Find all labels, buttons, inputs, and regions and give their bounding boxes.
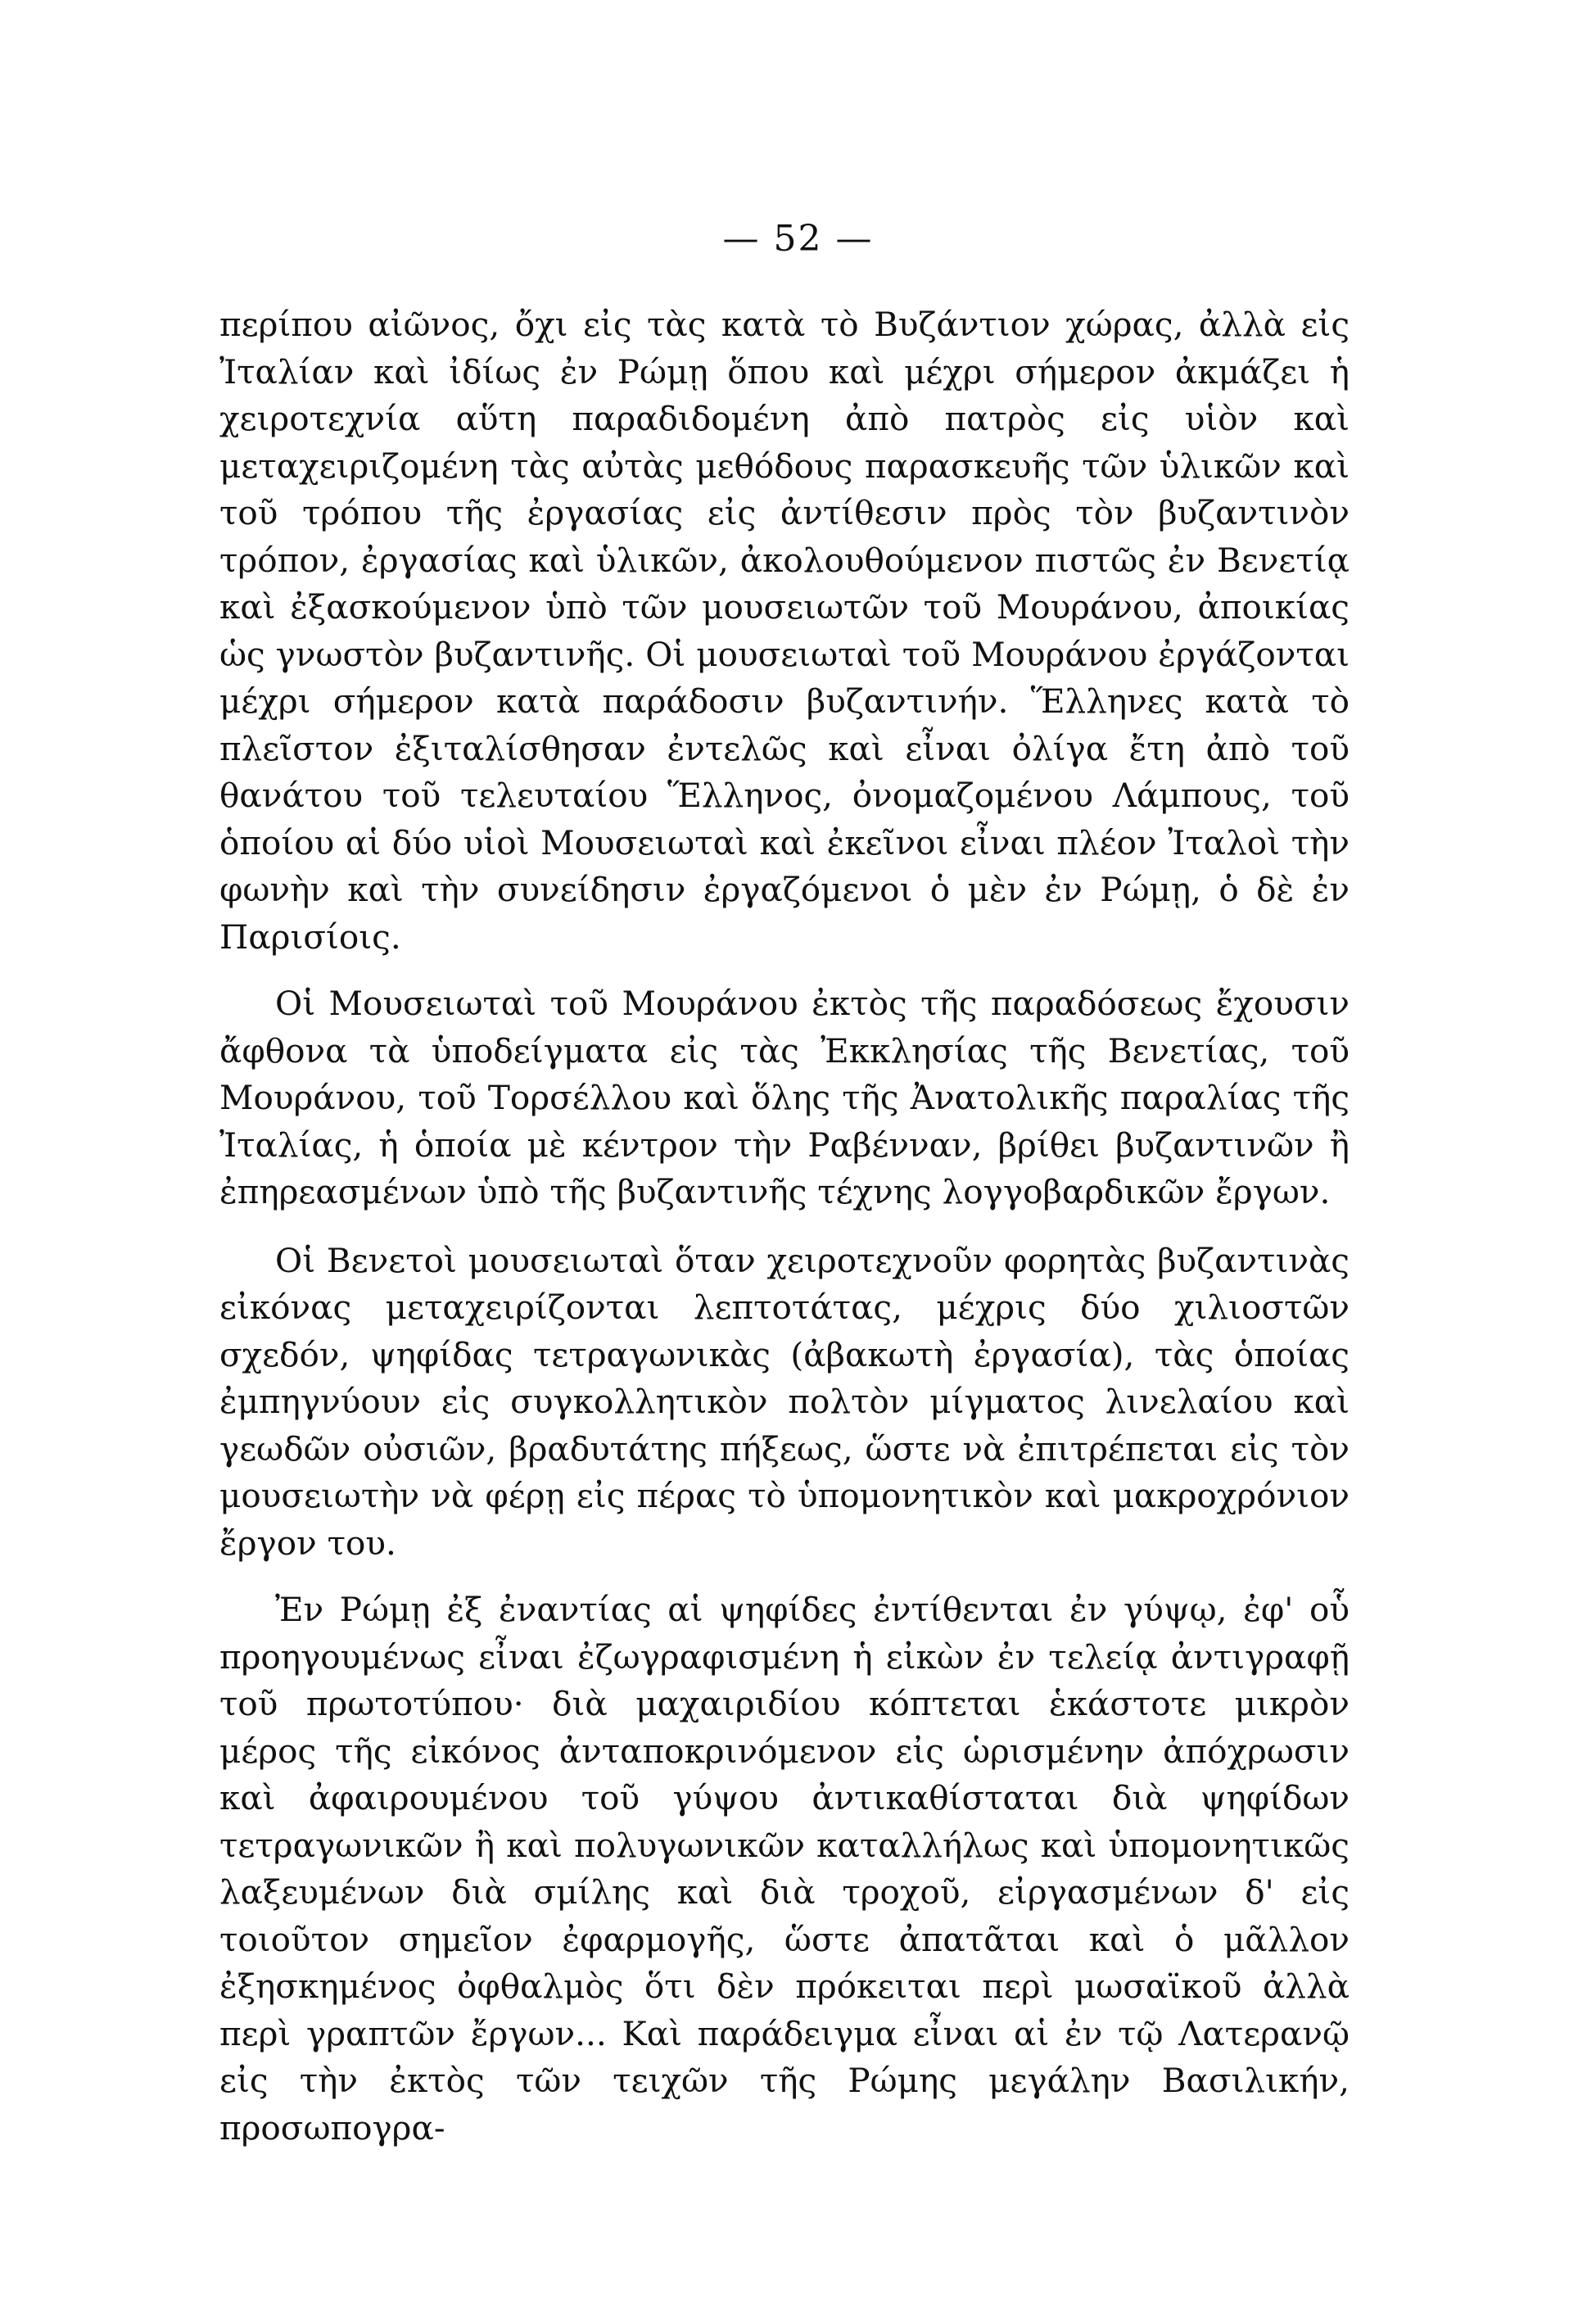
body-text: [219, 301, 1350, 2152]
paragraph-4: Ἐν Ρώμῃ ἐξ ἐναντίας αἱ ψηφίδες ἐντίθενται ἐν γύψῳ, ἐφ' οὗ προηγουμένως εἶναι ἐζωγραφισμένη ἡ εἰκὼν ἐν τελείᾳ ἀντιγραφῇ τοῦ πρωτοτύπου· διὰ μαχαιριδίου κόπτεται ἑκάστοτε μικρὸν μέρος τῆς εἰκόνος ἀνταποκρινόμενον εἰς ὡρισμένην ἀπόχρωσιν καὶ ἀφαιρουμένου τοῦ γύψου ἀντικαθίσταται διὰ ψηφίδων τετραγωνικῶν ἢ καὶ πολυγωνικῶν καταλλήλως καὶ ὑπομονητικῶς λαξευμένων διὰ σμίλης καὶ διὰ τροχοῦ, εἰργασμένων δ' εἰς τοιοῦτον σημεῖον ἐφαρμογῆς, ὥστε ἀπατᾶται καὶ ὁ μᾶλλον ἐξησκημένος ὀφθαλμὸς ὅτι δὲν πρόκειται περὶ μωσαϊκοῦ ἀλλὰ περὶ γραπτῶν ἔργων... Καὶ παράδειγμα εἶναι αἱ ἐν τῷ Λατερανῷ εἰς τὴν ἐκτὸς τῶν τειχῶν τῆς Ρώμης μεγάλην Βασιλικήν, προσωπογρα-: [219, 1590, 1350, 2148]
paragraph-1: περίπου αἰῶνος, ὄχι εἰς τὰς κατὰ τὸ Βυζάντιον χώρας, ἀλλὰ εἰς Ἰταλίαν καὶ ἰδίως ἐν Ρώμῃ ὅπου καὶ μέχρι σήμερον ἀκμάζει ἡ χειροτεχνία αὕτη παραδιδομένη ἀπὸ πατρὸς εἰς υἱὸν καὶ μεταχειριζομένη τὰς αὐτὰς μεθόδους παρασκευῆς τῶν ὑλικῶν καὶ τοῦ τρόπου τῆς ἐργασίας εἰς ἀντίθεσιν πρὸς τὸν βυζαντινὸν τρόπον, ἐργασίας καὶ ὑλικῶν, ἀκολουθούμενον πιστῶς ἐν Βενετίᾳ καὶ ἐξασκούμενον ὑπὸ τῶν μουσειωτῶν τοῦ Μουράνου, ἀποικίας ὡς γνωστὸν βυζαντινῆς. Οἱ μουσειωταὶ τοῦ Μουράνου ἐργάζονται μέχρι σήμερον κατὰ παράδοσιν βυζαντινήν. Ἕλληνες κατὰ τὸ πλεῖστον ἐξιταλίσθησαν ἐντελῶς καὶ εἶναι ὀλίγα ἔτη ἀπὸ τοῦ θανάτου τοῦ τελευταίου Ἕλληνος, ὀνομαζομένου Λάμπους, τοῦ ὁποίου αἱ δύο υἱοὶ Μουσειωταὶ καὶ ἐκεῖνοι εἶναι πλέον Ἰταλοὶ τὴν φωνὴν καὶ τὴν συνείδησιν ἐργαζόμενοι ὁ μὲν ἐν Ρώμῃ, ὁ δὲ ἐν Παρισίοις.: [219, 305, 1350, 957]
page-number: — 52 —: [722, 218, 874, 260]
paragraph-3: Οἱ Βενετοὶ μουσειωταὶ ὅταν χειροτεχνοῦν φορητὰς βυζαντινὰς εἰκόνας μεταχειρίζονται λεπτοτάτας, μέχρις δύο χιλιοστῶν σχεδόν, ψηφίδας τετραγωνικὰς (ἀβακωτὴ ἐργασία), τὰς ὁποίας ἐμπηγνύουν εἰς συγκολλητικὸν πολτὸν μίγματος λινελαίου καὶ γεωδῶν οὐσιῶν, βραδυτάτης πήξεως, ὥστε νὰ ἐπιτρέπεται εἰς τὸν μουσειωτὴν νὰ φέρῃ εἰς πέρας τὸ ὑπομονητικὸν καὶ μακροχρόνιον ἔργον του.: [219, 1240, 1350, 1563]
paragraph-2: Οἱ Μουσειωταὶ τοῦ Μουράνου ἐκτὸς τῆς παραδόσεως ἔχουσιν ἄφθονα τὰ ὑποδείγματα εἰς τὰς Ἐκκλησίας τῆς Βενετίας, τοῦ Μουράνου, τοῦ Τορσέλλου καὶ ὅλης τῆς Ἀνατολικῆς παραλίας τῆς Ἰταλίας, ἡ ὁποία μὲ κέντρον τὴν Ραβένναν, βρίθει βυζαντινῶν ἢ ἐπηρεασμένων ὑπὸ τῆς βυζαντινῆς τέχνης λογγοβαρδικῶν ἔργων.: [219, 984, 1350, 1211]
